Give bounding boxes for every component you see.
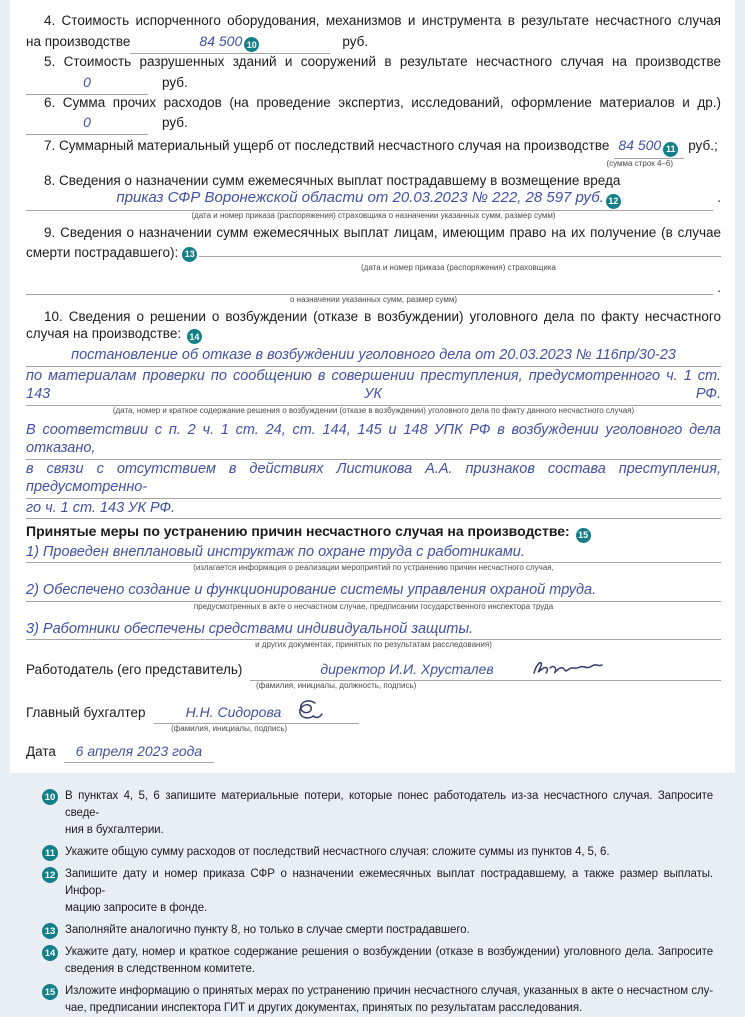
item10-caption: (дата, номер и краткое содержание решения о возбуждении (отказе в возбуждении) уголовного дела по факту данного несчастного случая) [112, 405, 635, 415]
item8-value-field[interactable] [26, 189, 713, 211]
callout-badge-14: 14 [187, 329, 202, 344]
footnote-11-text [65, 844, 713, 861]
item6-value-field[interactable] [26, 112, 148, 135]
footnote-badge-11: 11 [42, 845, 58, 861]
accountant-signature-icon [291, 698, 325, 722]
item6-value: 0 [83, 114, 91, 130]
measure-item-1[interactable]: 1) Проведен внеплановый инструктаж по охране труда с работниками. [26, 543, 721, 564]
measures-heading: Принятые меры по устранению причин несчастного случая на производстве: [26, 523, 570, 540]
item6-fill-row [26, 112, 721, 135]
item4-suffix: руб. [342, 33, 369, 49]
footnote-14-line2: сведения в следственном комитете. [65, 963, 255, 976]
item10-para-line1: В соответствии с п. 2 ч. 1 ст. 24, ст. 144, 145 и 148 УПК РФ в возбуждении уголовного дела отказано, [26, 421, 721, 460]
item5-line1: 5. Стоимость разрушенных зданий и сооружений в результате несчастного случая на производстве [44, 54, 721, 69]
footnote-12-line2: мацию запросите в фонде. [65, 902, 208, 915]
footnote-15-line1: Изложите информацию о принятых мерах по устранению причин несчастного случая, указанных в акте о несчастном слу- [65, 985, 713, 998]
item6-line1: 6. Сумма прочих расходов (на проведение экспертиз, исследований, оформление материалов и др.) [44, 94, 721, 110]
footnote-10-line2: ния в бухгалтерии. [65, 824, 164, 837]
footnote-13-text [65, 922, 713, 939]
footnote-12 [42, 866, 713, 917]
item4-value-field[interactable] [130, 31, 330, 55]
item8-caption: (дата и номер приказа (распоряжения) страховщика о назначении указанных сумм, размер сумм) [191, 210, 556, 220]
item7-caption: (сумма строк 4–6) [606, 158, 673, 168]
footnote-11 [42, 844, 713, 861]
item9-caption1: (дата и номер приказа (распоряжения) страховщика [361, 263, 556, 272]
accountant-value: Н.Н. Сидорова [185, 704, 282, 721]
item7-text: 7. Суммарный материальный ущерб от последствий несчастного случая на производстве [44, 138, 610, 153]
item7-value: 84 500 [618, 137, 662, 153]
item7-row [26, 135, 721, 159]
measure-item-3[interactable]: 3) Работники обеспечены средствами индивидуальной защиты. [26, 620, 721, 641]
accountant-caption: (фамилия, инициалы, подпись) [171, 724, 288, 734]
item4-value: 84 500 [199, 32, 243, 49]
item10-line2-row [26, 326, 721, 345]
footnote-10-line1: В пунктах 4, 5, 6 запишите материальные потери, которые понес работодатель из-за несчастного случая. Запросите сведе- [65, 790, 713, 820]
accountant-label: Главный бухгалтер [26, 705, 146, 721]
footnote-10-text [65, 788, 713, 839]
footnote-badge-12: 12 [42, 867, 58, 883]
item9-blank-field-1[interactable] [199, 241, 721, 257]
footnote-13 [42, 922, 713, 939]
employer-signature-icon [528, 657, 604, 679]
callout-badge-13: 13 [182, 247, 197, 262]
item5-fill-row [26, 72, 721, 95]
item4-line1: 4. Стоимость испорченного оборудования, механизмов и инструмента в результате несчастного случая [44, 13, 721, 28]
employer-caption: (фамилия, инициалы, должность, подпись) [256, 681, 417, 691]
footnotes-section [42, 788, 713, 1017]
item4-fill-row [26, 31, 721, 55]
item6-suffix: руб. [162, 115, 188, 130]
employer-signature-field[interactable] [250, 657, 721, 681]
item8-title: 8. Сведения о назначении сумм ежемесячных выплат пострадавшему в возмещение вреда [44, 172, 621, 188]
callout-badge-11: 11 [663, 142, 678, 157]
accountant-row [26, 698, 721, 724]
callout-badge-10: 10 [244, 37, 259, 52]
date-value: 6 апреля 2023 года [75, 743, 203, 760]
measure-item-2[interactable]: 2) Обеспечено создание и функционирование системы управления охраной труда. [26, 581, 721, 602]
item9-blank-row2 [26, 280, 721, 295]
date-label: Дата [26, 744, 56, 760]
footnote-badge-10: 10 [42, 789, 58, 805]
item5-value-field[interactable] [26, 72, 148, 95]
footnote-14-text [65, 944, 713, 978]
item9-line1: 9. Сведения о назначении сумм ежемесячных выплат лицам, имеющим право на их получение (в случае [44, 224, 721, 240]
item10-line1: 10. Сведения о решении о возбуждении (отказе в возбуждении) уголовного дела по факту несчастного [44, 309, 721, 324]
callout-badge-15: 15 [576, 528, 591, 543]
footnote-15 [42, 983, 713, 1017]
measure-caption-1: (излагается информация о реализации мероприятий по устранению причин несчастного случая, [193, 563, 554, 573]
footnote-14 [42, 944, 713, 978]
footnote-10 [42, 788, 713, 839]
footnote-12-line1: Запишите дату и номер приказа СФР о назначении ежемесячных выплат пострадавшему, а также размер выплаты. Инфор- [65, 868, 713, 898]
item9-line2: смерти пострадавшего): [26, 245, 179, 260]
employer-label: Работодатель (его представитель) [26, 662, 243, 678]
date-field[interactable] [64, 741, 214, 763]
item10-fill-line2[interactable]: по материалам проверки по сообщению в совершении преступления, предусмотренного ч. 1 ст. 143 УК РФ. [26, 367, 721, 406]
item4-prefix: на производстве [26, 33, 131, 49]
footnote-12-text [65, 866, 713, 917]
footnote-badge-14: 14 [42, 945, 58, 961]
item8-value: приказ СФР Воронежской области от 20.03.2023 № 222, 28 597 руб. [116, 189, 604, 206]
item8-period: . [717, 190, 721, 205]
footnote-14-line1: Укажите дату, номер и краткое содержание решения о возбуждении (отказе в возбуждении) уголовного дела. Запросите [65, 946, 713, 959]
accountant-signature-field[interactable] [154, 698, 359, 724]
employer-value: директор И.И. Хрусталев [320, 661, 494, 678]
callout-badge-12: 12 [606, 194, 621, 209]
item9-period: . [717, 280, 721, 295]
item5-suffix: руб. [162, 74, 188, 90]
footnote-badge-15: 15 [42, 984, 58, 1000]
measure-caption-2: предусмотренных в акте о несчастном случае, предписании государственного инспектора труда [193, 601, 554, 611]
item9-caption2: о назначении указанных сумм, размер сумм) [290, 295, 457, 304]
item10-fill-line1[interactable]: постановление об отказе в возбуждении уголовного дела от 20.03.2023 № 116пр/30-23 [26, 346, 721, 367]
footnote-badge-13: 13 [42, 923, 58, 939]
item5-value: 0 [83, 73, 91, 90]
footnote-15-text [65, 983, 713, 1017]
item10-line2: случая на производстве: [26, 325, 182, 341]
footnote-15-line2: чае, предписании инспектора ГИТ и других документах, принятых по результатам расследования. [65, 1002, 583, 1015]
footnote-13-line1: Заполняйте аналогично пункту 8, но только в случае смерти пострадавшего. [65, 924, 470, 937]
employer-row [26, 657, 721, 681]
measure-caption-3: и других документах, принятых по результатам расследования) [255, 640, 492, 650]
item9-line2-row [26, 241, 721, 263]
date-row [26, 741, 721, 763]
item7-value-field[interactable] [614, 135, 684, 159]
footnote-11-line1: Укажите общую сумму расходов от последствий несчастного случая: сложите суммы из пунктов 4, 5, 6. [65, 846, 610, 859]
item10-para-line2: в связи с отсутствием в действиях Листикова А.А. признаков состава преступления, предусмотренно- [26, 460, 721, 499]
item9-blank-field-2[interactable] [26, 280, 713, 295]
form-document-card [10, 0, 735, 773]
item7-suffix: руб.; [688, 138, 718, 153]
measures-heading-row [26, 522, 721, 543]
item8-fill-row [26, 189, 721, 211]
item10-para-line3: го ч. 1 ст. 143 УК РФ. [26, 499, 721, 520]
